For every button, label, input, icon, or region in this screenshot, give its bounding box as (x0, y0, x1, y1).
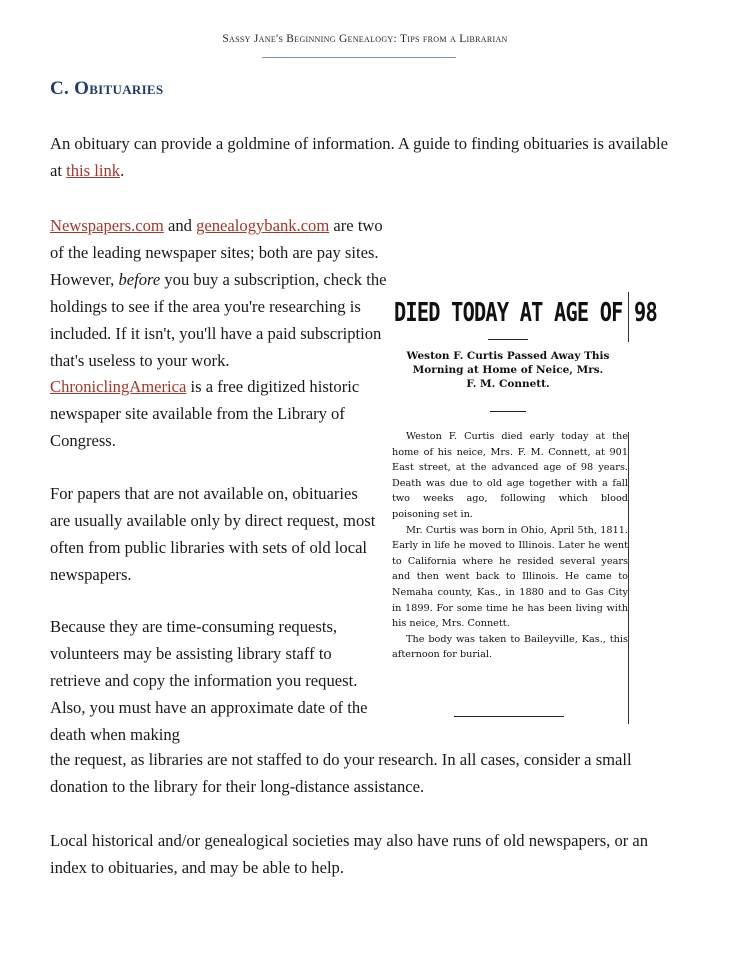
intro-text: An obituary can provide a goldmine of information. A guide to finding obituaries is available at (50, 134, 668, 180)
obituary-guide-link[interactable]: this link (66, 161, 121, 180)
volunteers-text-full: the request, as libraries are not staffed to do your research. In all cases, consider a small donation to the library for their long-distance assistance. (50, 750, 632, 796)
local-societies-text: Local historical and/or genealogical societies may also have runs of old newspapers, or an index to obituaries, and may be able to help. (50, 831, 649, 877)
paragraph-intro (50, 130, 675, 184)
running-header: Sassy Jane's Beginning Genealogy: Tips from a Librarian (222, 33, 508, 45)
emphasis-before: before (118, 270, 161, 289)
paragraph-volunteers-cont (50, 746, 675, 800)
clipping-deck-line: F. M. Connett. (466, 378, 550, 390)
chronicling-america-link[interactable]: ChroniclingAmerica (50, 377, 187, 396)
clipping-deck-line: Weston F. Curtis Passed Away This (406, 350, 610, 362)
obituary-clipping (390, 292, 657, 724)
clipping-body (392, 429, 628, 663)
paragraph-volunteers (50, 613, 380, 748)
clipping-headline: DIED TODAY AT AGE OF 98 (394, 298, 657, 328)
clipping-paragraph: The body was taken to Baileyville, Kas., this afternoon for burial. (392, 633, 628, 661)
intro-text-end: . (120, 161, 125, 180)
clipping-rule-bottom (454, 716, 564, 717)
clipping-edge (628, 292, 629, 342)
paragraph-chronicling-america (50, 373, 380, 454)
clipping-paragraph: Weston F. Curtis died early today at the home of his neice, Mrs. F. M. Connett, at 901 East street, at the advanced age of 98 years. Death was due to old age together with a fall two weeks ago, following which blood poisoning set in. (392, 431, 628, 520)
paragraph-direct-request (50, 480, 380, 588)
header-divider (262, 57, 456, 58)
newspapers-com-link[interactable]: Newspapers.com (50, 216, 164, 235)
section-title: C. Obituaries (50, 78, 164, 99)
and-text: and (163, 216, 197, 235)
volunteers-text-narrow: Because they are time-consuming requests, volunteers may be assisting library staff to retrieve and copy the information you request. Also, you must have an approximate date of the death when making (50, 617, 368, 744)
clipping-rule-top (488, 339, 528, 340)
paragraph-local-societies (50, 827, 675, 881)
chronicling-text: is a free digitized historic newspaper site available from the Library of Congress. (50, 377, 360, 450)
clipping-paragraph: Mr. Curtis was born in Ohio, April 5th, 1811. Early in life he moved to Illinois. Later he went to California where he resided several years and then went back to Illinois. He came to Nemaha county, Kas., in 1880 and to Gas City in 1899. For some time he has been living with his neice, Mrs. Connett. (392, 524, 628, 630)
clipping-rule-mid (490, 411, 526, 412)
direct-request-text: For papers that are not available on, obituaries are usually available only by direct request, most often from public libraries with sets of old local newspapers. (50, 484, 376, 584)
sites-text-2: you buy a subscription, check the holdings to see if the area you're researching is included. If it isn't, you'll have a paid subscription that's useless to your work. (50, 270, 387, 370)
genealogybank-link[interactable]: genealogybank.com (196, 216, 330, 235)
clipping-deck-line: Morning at Home of Neice, Mrs. (412, 364, 604, 376)
clipping-deck (390, 349, 626, 391)
sites-text-1: are two of the leading newspaper sites; both are pay sites. However, (50, 216, 383, 289)
clipping-edge (628, 432, 629, 724)
